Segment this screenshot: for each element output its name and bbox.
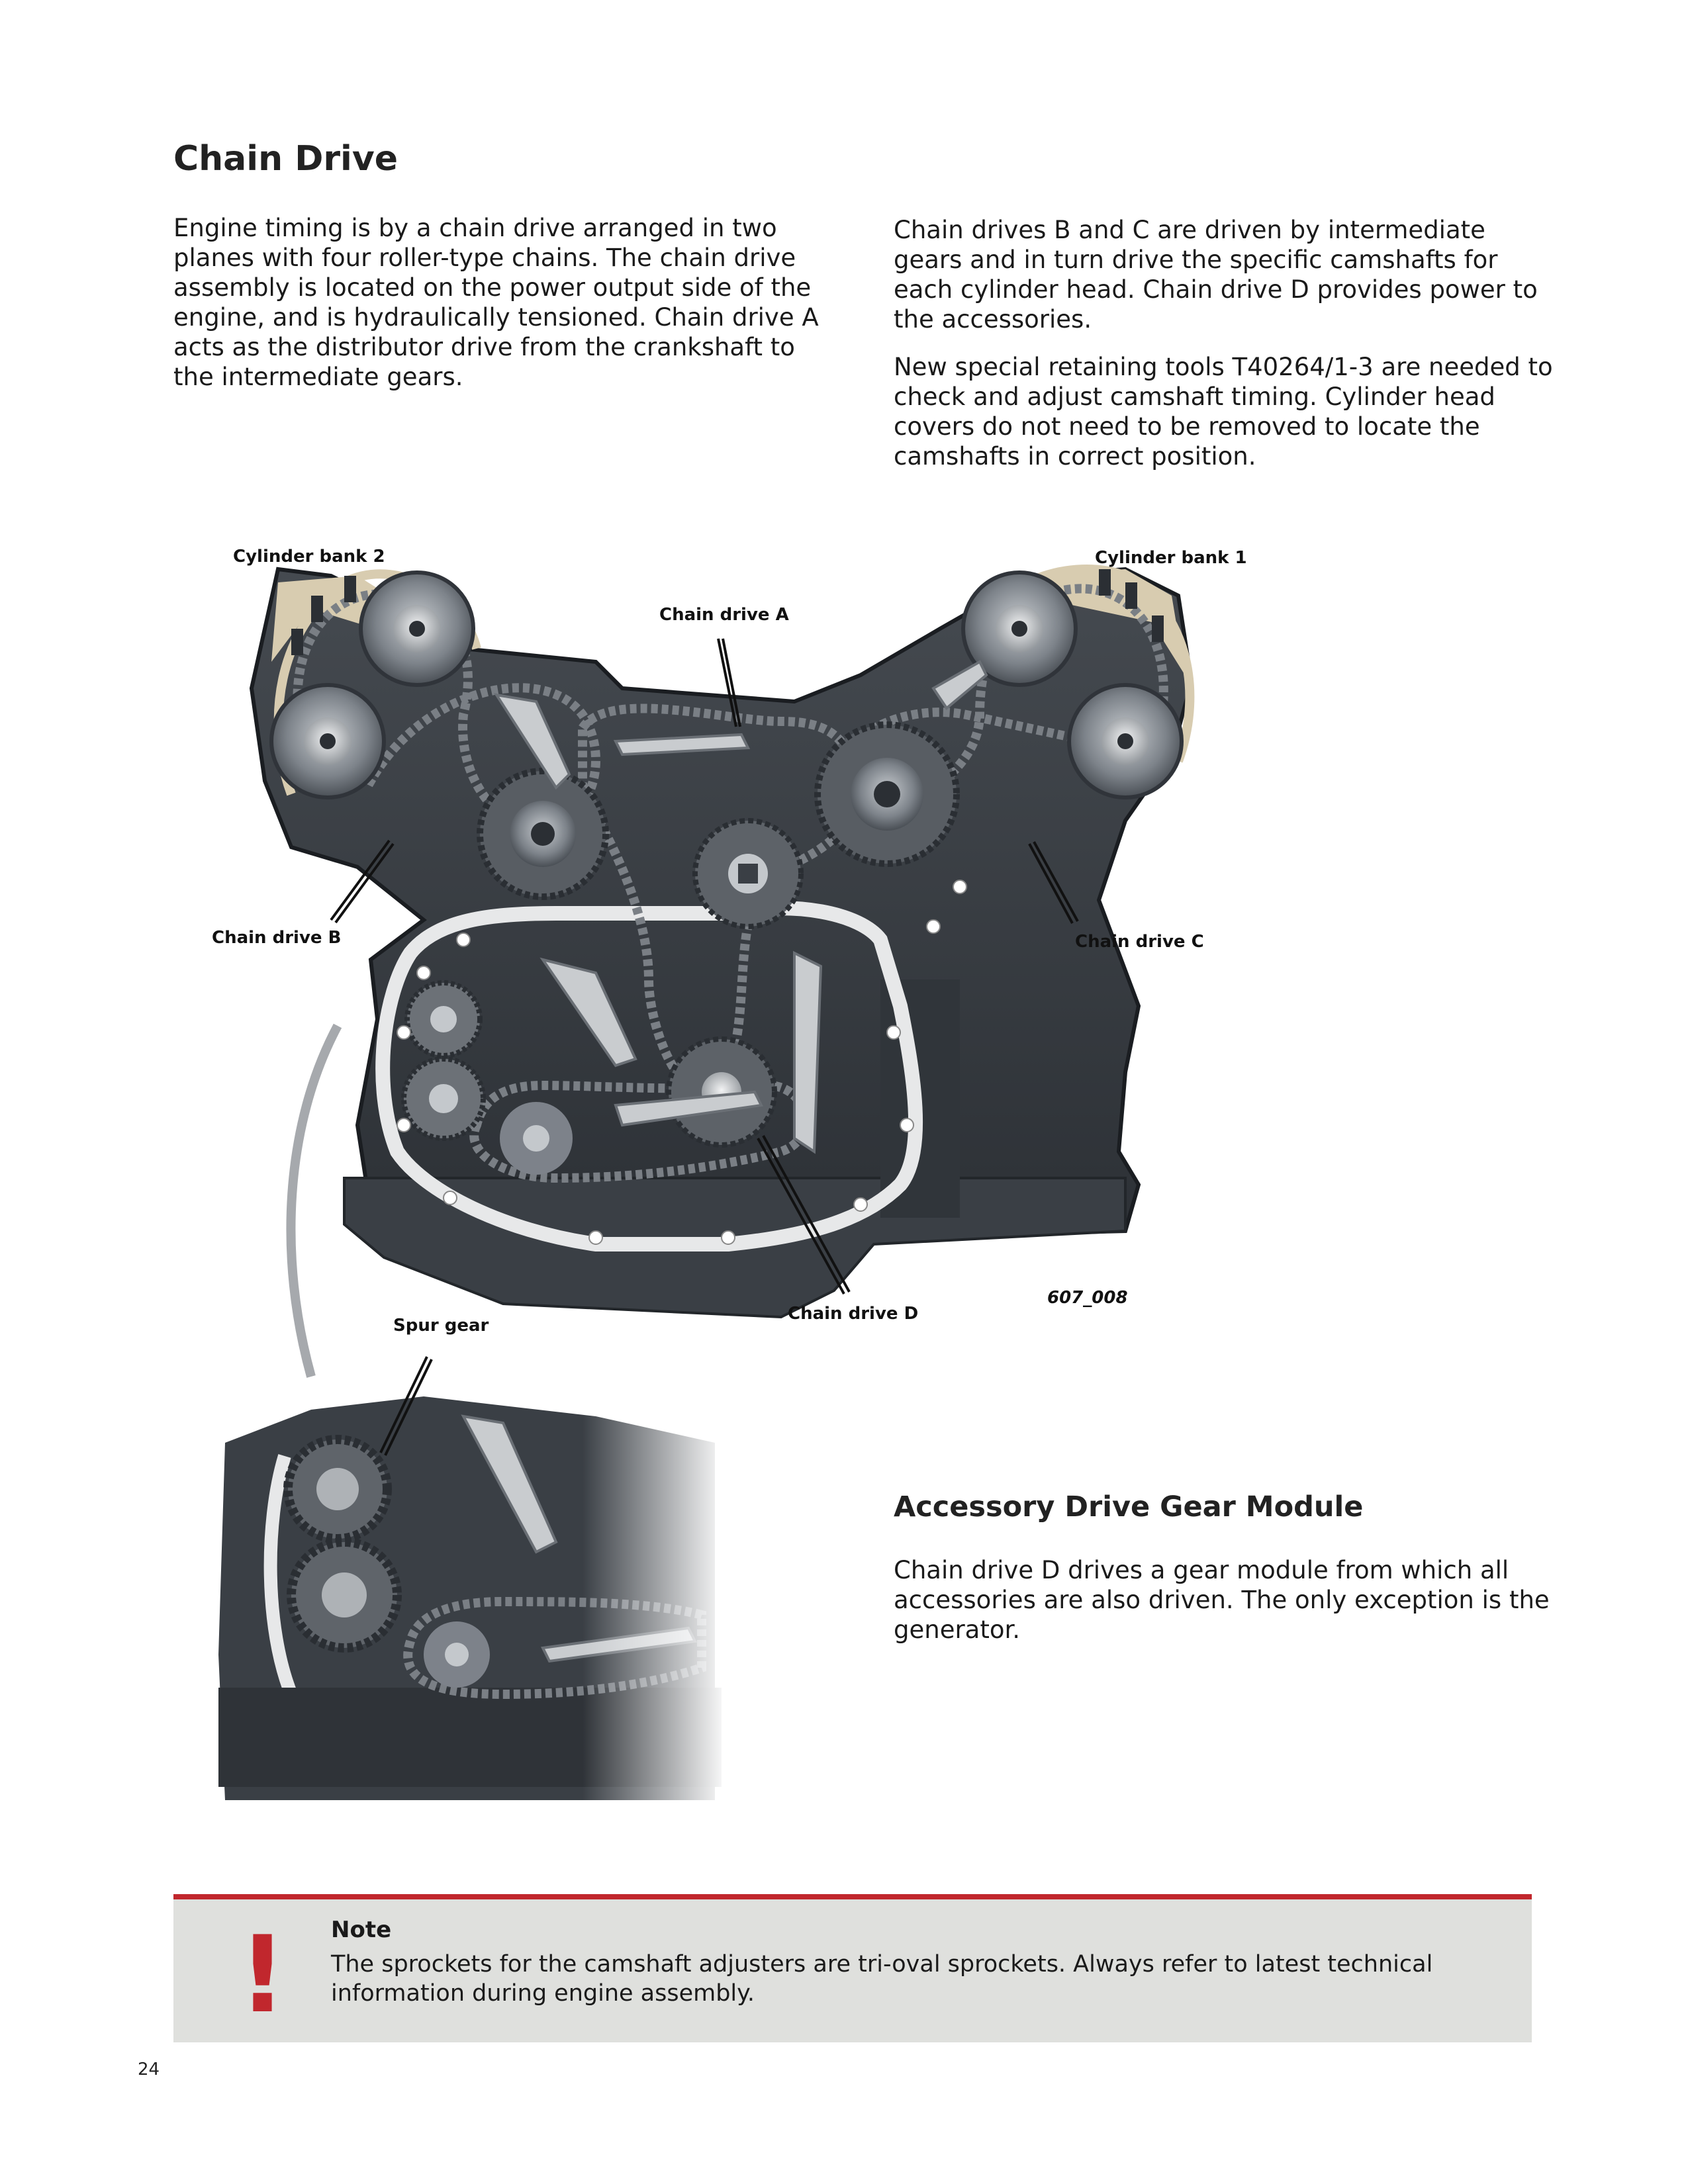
label-cylinder-bank-1: Cylinder bank 1 — [1095, 548, 1247, 568]
accessory-drive-paragraph: Chain drive D drives a gear module from which all accessories are also driven. The only exception is the generator. — [894, 1556, 1550, 1644]
note-callout — [173, 1894, 1532, 2042]
label-chain-drive-a: Chain drive A — [659, 605, 789, 625]
chain-drive-intro-paragraph: Engine timing is by a chain drive arranged in two planes with four roller-type chains. The chain drive assembly is located on the power output side of the engine, and is hydraulically tensioned. Chain drive A acts as the distributor drive from the crankshaft to the intermediate gears. — [173, 214, 819, 391]
note-text: The sprockets for the camshaft adjusters are tri-oval sprockets. Always refer to latest technical information during engine assembly. — [331, 1951, 1433, 2007]
accessory-gear-lower — [404, 1059, 483, 1138]
chain-d-sprocket — [500, 1102, 573, 1175]
camshaft-sprocket-bank1-lower — [1069, 685, 1182, 797]
label-chain-drive-c: Chain drive C — [1075, 932, 1204, 952]
label-chain-drive-b: Chain drive B — [212, 928, 342, 948]
intermediate-gear-left — [480, 771, 606, 897]
detail-pointer-arrow — [291, 1026, 338, 1377]
center-idler — [695, 821, 801, 927]
camshaft-sprocket-bank2-lower — [271, 685, 384, 797]
accessory-drive-heading: Accessory Drive Gear Module — [894, 1490, 1364, 1524]
spur-gear-detail — [218, 1390, 728, 1813]
camshaft-sprocket-bank2-upper — [361, 572, 473, 685]
note-title: Note — [331, 1917, 392, 1943]
figure-id: 607_008 — [1047, 1288, 1128, 1308]
retaining-tools-paragraph: New special retaining tools T40264/1-3 are needed to check and adjust camshaft timing. Cylinder head covers do not need to be removed to locate the camshafts in correct position. — [894, 353, 1553, 471]
label-chain-drive-d: Chain drive D — [788, 1304, 919, 1324]
accessory-gear-upper — [407, 983, 480, 1056]
chain-drive-bc-paragraph: Chain drives B and C are driven by intermediate gears and in turn drive the specific camshafts for each cylinder head. Chain drive D provides power to the accessories. — [894, 216, 1538, 334]
label-spur-gear: Spur gear — [393, 1316, 489, 1336]
intermediate-gear-right — [818, 725, 957, 864]
warning-exclamation-icon: ! — [238, 1913, 287, 2036]
page-title: Chain Drive — [173, 139, 399, 179]
label-cylinder-bank-2: Cylinder bank 2 — [233, 547, 385, 567]
crankshaft-sprocket — [669, 1039, 774, 1145]
page-number: 24 — [138, 2060, 160, 2079]
